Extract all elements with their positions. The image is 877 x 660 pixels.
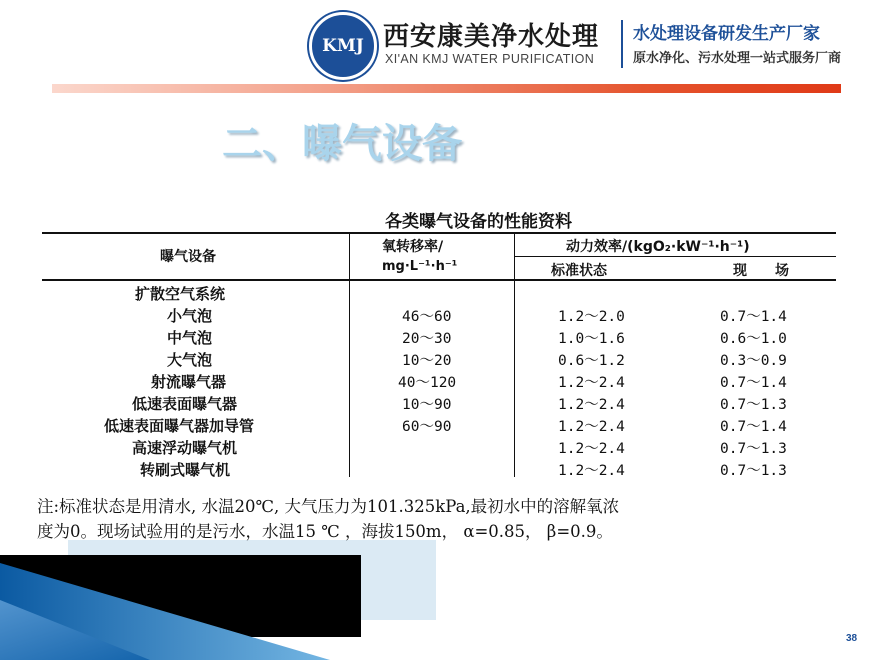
footnote-line-1: 注:标准状态是用清水, 水温20℃, 大气压力为101.325kPa,最初水中的溶解氧浓 xyxy=(37,497,620,516)
row-3-name: 大气泡 xyxy=(167,351,213,369)
table-top-rule xyxy=(42,232,836,234)
table-col-rule-1 xyxy=(349,233,350,477)
row-1-rate: 46～60 xyxy=(402,309,452,325)
row-8-standard: 1.2～2.4 xyxy=(558,463,625,479)
header-oxygen-unit: mg·L⁻¹·h⁻¹ xyxy=(382,259,458,274)
row-8-name: 转刷式曝气机 xyxy=(140,461,231,479)
row-6-field: 0.7～1.4 xyxy=(720,419,787,435)
row-7-field: 0.7～1.3 xyxy=(720,441,787,457)
company-name-en: XI'AN KMJ WATER PURIFICATION xyxy=(385,52,595,66)
header-device: 曝气设备 xyxy=(160,249,216,265)
row-6-standard: 1.2～2.4 xyxy=(558,419,625,435)
footnote-line-2: 度为0。现场试验用的是污水，水温15 ℃ ，海拔150m， α=0.85， β=0.9。 xyxy=(37,522,613,541)
row-6-rate: 60～90 xyxy=(402,419,452,435)
row-1-field: 0.7～1.4 xyxy=(720,309,787,325)
row-5-name: 低速表面曝气器 xyxy=(132,395,238,413)
row-2-field: 0.6～1.0 xyxy=(720,331,787,347)
row-4-name: 射流曝气器 xyxy=(151,373,227,391)
row-4-rate: 40～120 xyxy=(398,375,457,391)
header-tagline-secondary: 原水净化、污水处理一站式服务厂商 xyxy=(633,51,842,66)
table-caption: 各类曝气设备的性能资料 xyxy=(385,212,572,232)
company-name-cn: 西安康美净水处理 xyxy=(383,22,600,52)
row-3-field: 0.3～0.9 xyxy=(720,353,787,369)
slide-title: 二、曝气设备 xyxy=(222,121,462,167)
row-1-name: 小气泡 xyxy=(167,307,213,325)
table-subheader-rule xyxy=(514,256,836,257)
row-8-field: 0.7～1.3 xyxy=(720,463,787,479)
row-7-name: 高速浮动曝气机 xyxy=(132,439,238,457)
row-5-standard: 1.2～2.4 xyxy=(558,397,625,413)
page-number: 38 xyxy=(846,633,858,644)
row-6-name: 低速表面曝气器加导管 xyxy=(104,417,255,435)
row-2-standard: 1.0～1.6 xyxy=(558,331,625,347)
kmj-logo: KMJ xyxy=(309,12,377,80)
decorative-black-box xyxy=(0,555,361,637)
row-5-rate: 10～90 xyxy=(402,397,452,413)
row-0-name: 扩散空气系统 xyxy=(135,285,226,303)
table-col-rule-2 xyxy=(514,233,515,477)
header-tagline-primary: 水处理设备研发生产厂家 xyxy=(633,24,820,44)
header-divider xyxy=(621,20,623,68)
header-standard: 标准状态 xyxy=(551,263,607,279)
row-2-name: 中气泡 xyxy=(167,329,213,347)
row-7-standard: 1.2～2.4 xyxy=(558,441,625,457)
table-header-rule xyxy=(42,279,836,281)
row-3-rate: 10～20 xyxy=(402,353,452,369)
header-field: 现 场 xyxy=(733,263,789,279)
row-4-standard: 1.2～2.4 xyxy=(558,375,625,391)
row-1-standard: 1.2～2.0 xyxy=(558,309,625,325)
row-3-standard: 0.6～1.2 xyxy=(558,353,625,369)
header-oxygen-rate: 氧转移率/ xyxy=(382,239,444,255)
row-5-field: 0.7～1.3 xyxy=(720,397,787,413)
header-efficiency: 动力效率/(kgO₂·kW⁻¹·h⁻¹) xyxy=(566,239,750,255)
header-accent-bar xyxy=(52,84,841,93)
row-4-field: 0.7～1.4 xyxy=(720,375,787,391)
row-2-rate: 20～30 xyxy=(402,331,452,347)
table-footnote xyxy=(37,494,837,544)
